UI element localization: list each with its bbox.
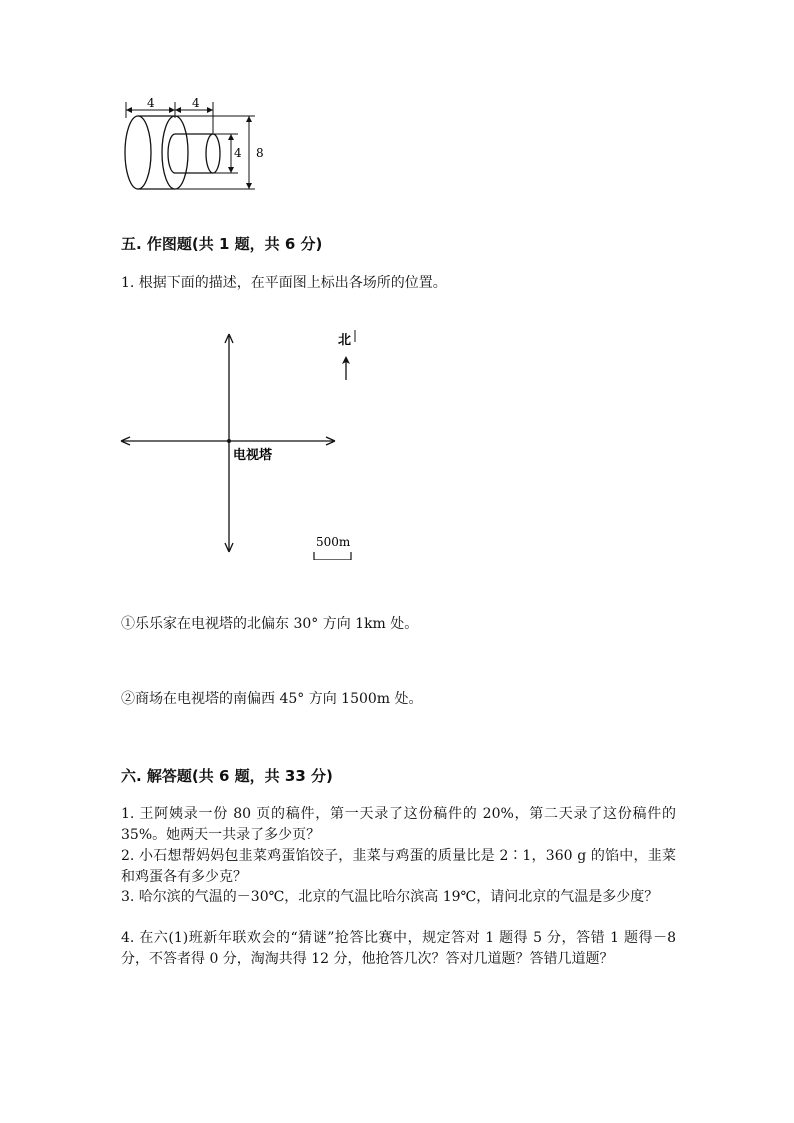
outer-cylinder-left-face xyxy=(125,116,151,189)
outer-cylinder-right-face xyxy=(162,116,188,189)
answer-question-2: 2. 小石想帮妈妈包韭菜鸡蛋馅饺子，韭菜与鸡蛋的质量比是 2∶1，360 g 的馅中，韭菜和鸡蛋各有多少克？ xyxy=(121,848,676,885)
dim-label-outer-height: 8 xyxy=(256,146,264,160)
scale-bar xyxy=(314,552,351,560)
north-label: 北 xyxy=(338,333,352,348)
origin-point xyxy=(227,439,231,443)
map-diagram xyxy=(115,320,375,560)
origin-label: 电视塔 xyxy=(233,448,273,463)
section-heading-5: 五. 作图题(共 1 题，共 6 分) xyxy=(121,235,323,253)
cylinder-figure xyxy=(110,90,280,200)
question-text: 1. 根据下面的描述，在平面图上标出各场所的位置。 xyxy=(121,275,447,291)
dim-label-right: 4 xyxy=(192,96,200,110)
answer-question-3: 3. 哈尔滨的气温的－30℃，北京的气温比哈尔滨高 19℃，请问北京的气温是多少度？ xyxy=(121,889,659,905)
map-item-1: ①乐乐家在电视塔的北偏东 30° 方向 1km 处。 xyxy=(121,616,419,632)
dim-label-inner-height: 4 xyxy=(234,146,242,160)
inner-cylinder-right-face xyxy=(206,134,220,173)
scale-label: 500m xyxy=(316,535,351,549)
dim-label-left: 4 xyxy=(147,96,155,110)
answer-question-4: 4. 在六(1)班新年联欢会的“猜谜”抢答比赛中，规定答对 1 题得 5 分，答错 1 题得－8 分，不答者得 0 分，淘淘共得 12 分，他抢答几次？答对几道题？答错几道题？ xyxy=(121,930,676,967)
answer-question-1: 1. 王阿姨录一份 80 页的稿件，第一天录了这份稿件的 20%，第二天录了这份稿件的 35%。她两天一共录了多少页？ xyxy=(121,806,676,843)
section-heading-6: 六. 解答题(共 6 题，共 33 分) xyxy=(121,767,333,785)
map-item-2: ②商场在电视塔的南偏西 45° 方向 1500m 处。 xyxy=(121,691,423,707)
